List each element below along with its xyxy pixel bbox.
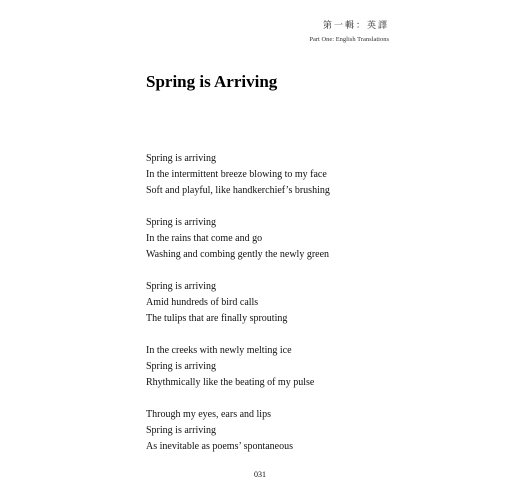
poem-line: Spring is arriving bbox=[146, 425, 216, 436]
stanza bbox=[146, 407, 330, 455]
poem-body bbox=[146, 151, 330, 471]
poem-line: Spring is arriving bbox=[146, 361, 216, 372]
poem-title: Spring is Arriving bbox=[146, 72, 278, 91]
stanza bbox=[146, 151, 330, 199]
running-header-chinese: 第一輯：英譯 bbox=[322, 20, 389, 30]
poem-line: Washing and combing gently the newly green bbox=[146, 249, 330, 260]
poem-line: Soft and playful, like handkerchief’s brushing bbox=[146, 185, 330, 196]
poem-line: Amid hundreds of bird calls bbox=[146, 297, 259, 308]
poem-line: As inevitable as poems’ spontaneous bbox=[146, 441, 294, 452]
poem-line: Spring is arriving bbox=[146, 153, 216, 164]
poem-line: In the creeks with newly melting ice bbox=[146, 345, 292, 356]
poem-line: In the rains that come and go bbox=[146, 233, 263, 244]
running-header-english: Part One: English Translations bbox=[309, 36, 389, 43]
poem-line: Through my eyes, ears and lips bbox=[146, 409, 271, 420]
poem-line: Spring is arriving bbox=[146, 281, 216, 292]
poem-line: In the intermittent breeze blowing to my face bbox=[146, 169, 327, 180]
poem-line: Rhythmically like the beating of my pulse bbox=[146, 377, 315, 388]
poem-line: Spring is arriving bbox=[146, 217, 216, 228]
page-number: 031 bbox=[254, 470, 266, 479]
stanza bbox=[146, 279, 330, 327]
stanza bbox=[146, 343, 330, 391]
stanza bbox=[146, 215, 330, 263]
poem-line: The tulips that are finally sprouting bbox=[146, 313, 288, 324]
